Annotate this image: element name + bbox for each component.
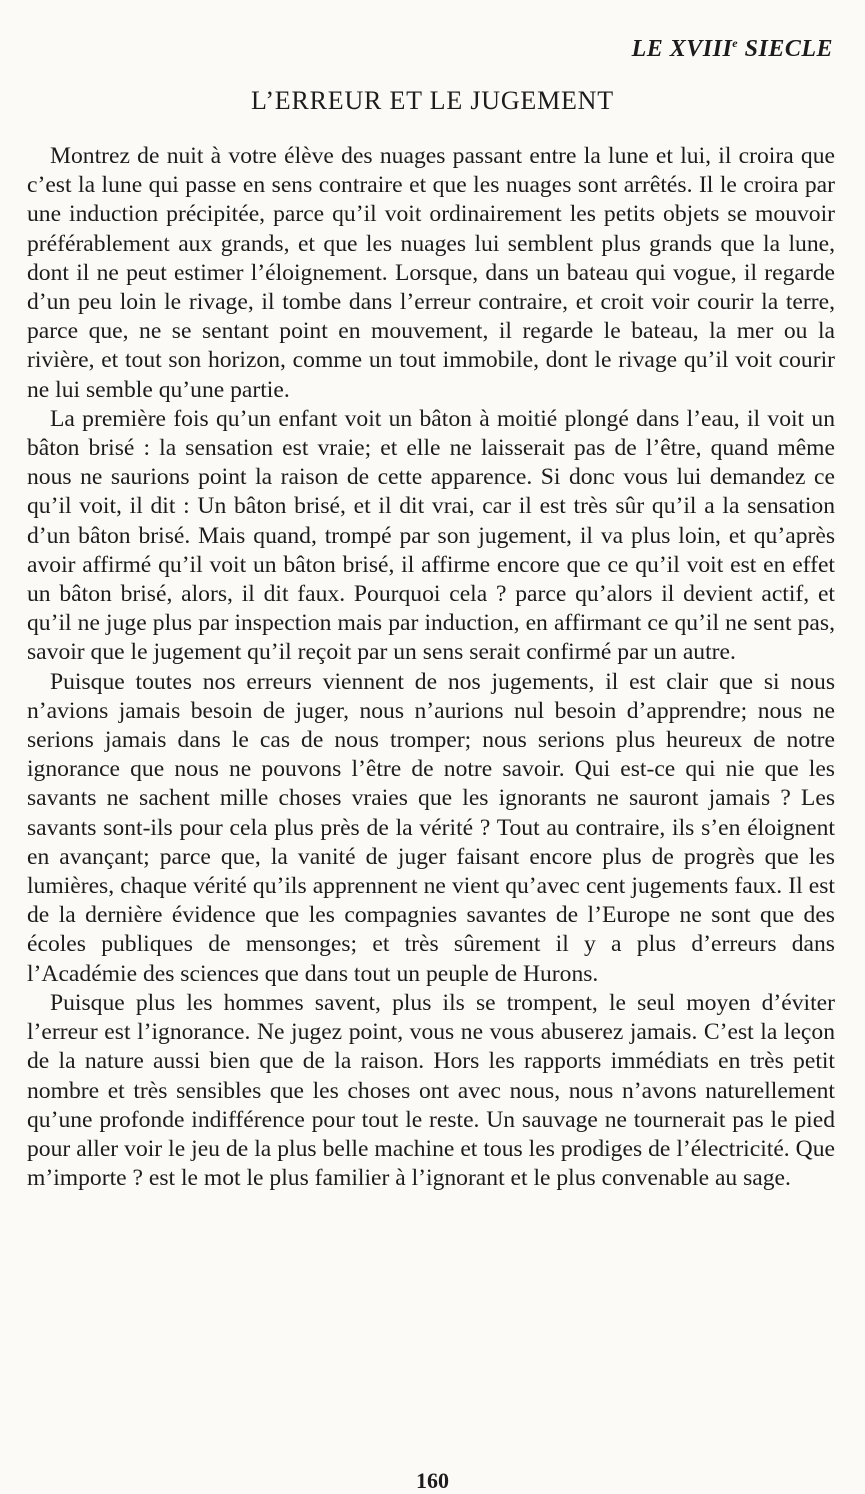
paragraph-3: Puisque toutes nos erreurs viennent de nos jugements, il est clair que si nous n’avions jamais besoin de juger, nous n’aurions nul besoin d’apprendre; nous ne serions jamais dans le cas de nous tromper; nous serions plus heureux de notre ignorance que nous ne pouvons l’être de notre savoir. Qui est-ce qui nie que les savants ne sachent mille choses vraies que les ignorants ne sauront jamais ? Les savants sont-ils pour cela plus près de la vérité ? Tout au contraire, ils s’en éloignent en avançant; parce que, la vanité de juger faisant encore plus de progrès que les lumières, chaque vérité qu’ils apprennent ne vient qu’avec cent jugements faux. Il est de la dernière évidence que les compagnies savantes de l’Europe ne sont que des écoles publiques de mensonges; et très sûrement il y a plus d’erreurs dans l’Académie des sciences que dans tout un peuple de Hurons. <box>27 668 835 987</box>
running-head-superscript: e <box>732 36 739 50</box>
running-head-prefix: LE XVIII <box>631 36 733 62</box>
running-head-suffix: SIECLE <box>738 36 833 62</box>
paragraph-1: Montrez de nuit à votre élève des nuages passant entre la lune et lui, il croira que c’est la lune qui passe en sens contraire et que les nuages sont arrêtés. Il le croira par une induction précipitée, parce qu’il voit ordinairement les petits objets se mouvoir préférablement aux grands, et que les nuages lui semblent plus grands que la lune, dont il ne peut estimer l’éloignement. Lorsque, dans un bateau qui vogue, il regarde d’un peu loin le rivage, il tombe dans l’erreur contraire, et croit voir courir la terre, parce que, ne se sentant point en mouvement, il regarde le bateau, la mer ou la rivière, et tout son horizon, comme un tout immobile, dont le rivage qu’il voit courir ne lui semble qu’une partie. <box>27 143 835 403</box>
page-title: L’ERREUR ET LE JUGEMENT <box>251 86 614 115</box>
paragraph-2: La première fois qu’un enfant voit un bâton à moitié plongé dans l’eau, il voit un bâton brisé : la sensation est vraie; et elle ne laisserait pas de l’être, quand même nous ne saurions point la raison de cette apparence. Si donc vous lui demandez ce qu’il voit, il dit : Un bâton brisé, et il dit vrai, car il est très sûr qu’il a la sensation d’un bâton brisé. Mais quand, trompé par son jugement, il va plus loin, et qu’après avoir affirmé qu’il voit un bâton brisé, il affirme encore que ce qu’il voit est en effet un bâton brisé, alors, il dit faux. Pourquoi cela ? parce qu’alors il devient actif, et qu’il ne juge plus par inspection mais par induction, en affirmant ce qu’il ne sent pas, savoir que le jugement qu’il reçoit par un sens serait confirmé par un autre. <box>27 405 835 666</box>
running-head <box>632 36 833 63</box>
body-text <box>27 142 835 1193</box>
paragraph-4: Puisque plus les hommes savent, plus ils se trompent, le seul moyen d’éviter l’erreur est l’ignorance. Ne jugez point, vous ne vous abuserez jamais. C’est la leçon de la nature aussi bien que de la raison. Hors les rapports immédiats en très petit nombre et très sensibles que les choses ont avec nous, nous n’avons naturellement qu’une profonde indifférence pour tout le reste. Un sauvage ne tournerait pas le pied pour aller voir le jeu de la plus belle machine et tous les prodiges de l’électricité. Que m’importe ? est le mot le plus familier à l’ignorant et le plus convenable au sage. <box>27 989 835 1192</box>
page-number: 160 <box>416 1468 449 1493</box>
